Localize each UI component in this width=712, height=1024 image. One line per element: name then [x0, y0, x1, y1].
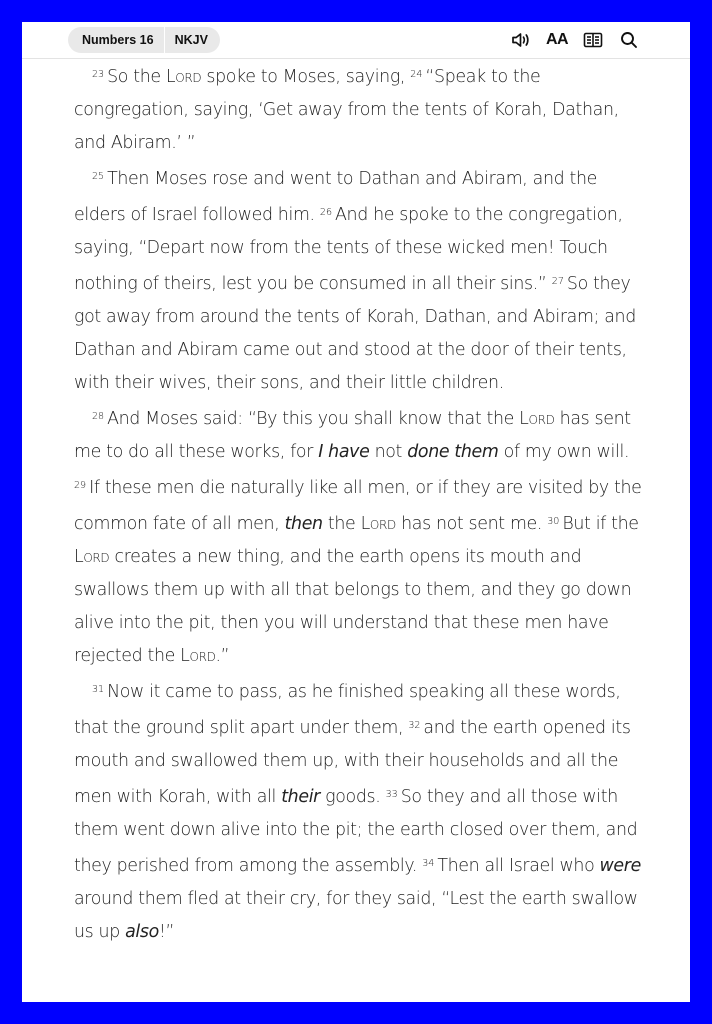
verse-text: And he spoke to the congregation, saying, “Depart now from the tents of these wicked men! Touch nothing of theirs, lest you be consumed in all their sins.” — [74, 205, 623, 294]
verse-number[interactable]: 34 — [422, 858, 435, 869]
text-size-icon[interactable] — [546, 29, 568, 51]
verse-number[interactable]: 31 — [92, 684, 105, 695]
verse-text: around them fled at their cry, for they said, “Lest the earth swallow us up — [74, 889, 638, 942]
scripture-paragraph — [74, 160, 644, 400]
verse-text: of my own will. — [498, 442, 630, 462]
verse-text: spoke to Moses, saying, — [201, 67, 411, 87]
reader-icon[interactable] — [582, 29, 604, 51]
verse-text: .” — [215, 646, 230, 666]
divine-name: Lord — [519, 409, 555, 429]
scripture-paragraph — [74, 673, 644, 949]
verse-number[interactable]: 24 — [410, 69, 423, 80]
verse-text: And Moses said: “By this you shall know that the — [107, 409, 520, 429]
verse-text: If these men die naturally like all men, or if they are visited by the common fate of all men, — [74, 478, 642, 534]
verse-number[interactable]: 29 — [74, 480, 87, 491]
passage-selector — [68, 27, 220, 53]
scripture-text — [74, 58, 644, 949]
book-chapter-button[interactable]: Numbers 16 — [82, 33, 154, 47]
scripture-paragraph — [74, 58, 644, 160]
divine-name: Lord — [360, 514, 396, 534]
verse-number[interactable]: 23 — [92, 69, 105, 80]
verse-text: !” — [158, 922, 175, 942]
italic-text: were — [599, 856, 641, 876]
verse-text: But if the — [562, 514, 639, 534]
verse-number[interactable]: 30 — [547, 516, 560, 527]
verse-text: goods. — [319, 787, 386, 807]
italic-text: also — [125, 922, 159, 942]
verse-number[interactable]: 25 — [92, 171, 105, 182]
divine-name: Lord — [74, 547, 110, 567]
italic-text: their — [281, 787, 320, 807]
speaker-icon[interactable] — [510, 29, 532, 51]
verse-text: So the — [107, 67, 166, 87]
verse-text: So they got away from around the tents of Korah, Dathan, and Abiram; and Dathan and Abiram came out and stood at the door of their tents, with their wives, their sons, and their little children. — [74, 274, 636, 393]
verse-text: has sent me to do all these works, for — [74, 409, 631, 462]
verse-number[interactable]: 27 — [551, 276, 564, 287]
divine-name: Lord — [165, 67, 202, 87]
verse-text: “Speak to the congregation, saying, ‘Get away from the tents of Korah, Dathan, and Abiram.’ ” — [74, 67, 619, 153]
verse-number[interactable]: 28 — [92, 411, 105, 422]
italic-text: then — [284, 514, 323, 534]
verse-text: Now it came to pass, as he finished speaking all these words, that the ground split apart under them, — [74, 682, 621, 738]
verse-text: the — [322, 514, 361, 534]
italic-text: I have — [318, 442, 370, 462]
verse-text: Then all Israel who — [437, 856, 600, 876]
verse-number[interactable]: 26 — [319, 207, 333, 218]
verse-number[interactable]: 32 — [408, 720, 421, 731]
scripture-paragraph — [74, 400, 644, 673]
bible-reader-window — [22, 22, 690, 1002]
verse-number[interactable]: 33 — [385, 789, 398, 800]
version-button[interactable]: NKJV — [174, 33, 208, 47]
verse-text: creates a new thing, and the earth opens its mouth and swallows them up with all that belongs to them, and they go down alive into the pit, then you will understand that these men have rejected the — [74, 547, 632, 666]
top-toolbar — [22, 22, 690, 59]
verse-text: has not sent me. — [395, 514, 548, 534]
italic-text: done them — [407, 442, 499, 462]
toolbar-actions — [510, 29, 640, 51]
verse-text: and the earth opened its mouth and swallowed them up, with their households and all the men with Korah, with all — [74, 718, 631, 807]
text-size-label: AA — [545, 31, 569, 48]
verse-text: Then Moses rose and went to Dathan and Abiram, and the elders of Israel followed him. — [74, 169, 597, 225]
verse-text: So they and all those with them went down alive into the pit; the earth closed over them, and they perished from among the assembly. — [74, 787, 638, 876]
search-icon[interactable] — [618, 29, 640, 51]
divine-name: Lord — [180, 646, 216, 666]
verse-text: not — [369, 442, 408, 462]
